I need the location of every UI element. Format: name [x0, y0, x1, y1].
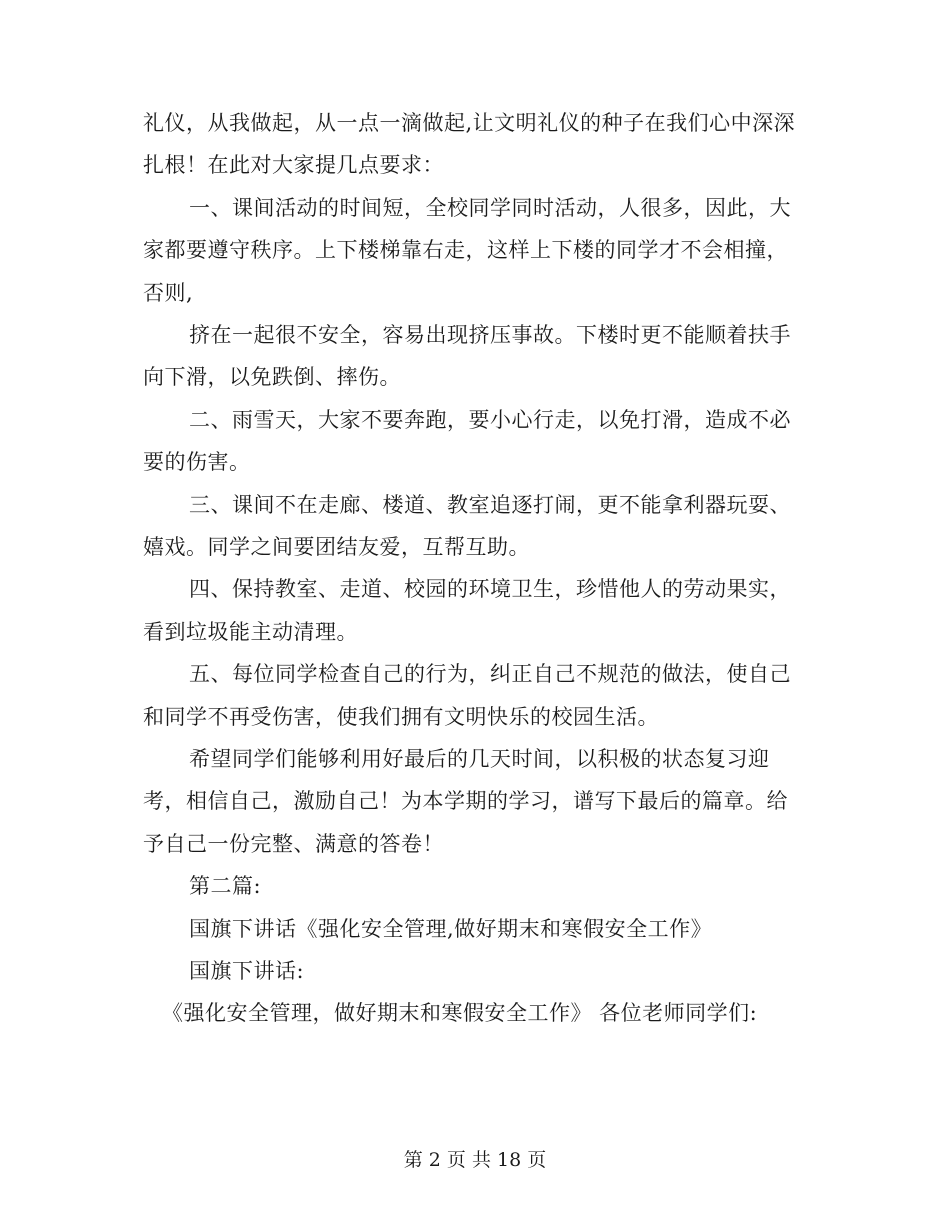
text-line: 予自己一份完整、满意的答卷！ [143, 832, 444, 856]
text-line: 向下滑，以免跌倒、摔伤。 [143, 365, 401, 389]
text-line: 四、保持教室、走道、校园的环境卫生，珍惜他人的劳动果实， [189, 577, 791, 601]
text-line: 礼仪，从我做起，从一点一滴做起,让文明礼仪的种子在我们心中深深 [143, 111, 796, 135]
text-line: 挤在一起很不安全，容易出现挤压事故。下楼时更不能顺着扶手 [189, 323, 791, 347]
text-line: 二、雨雪天，大家不要奔跑，要小心行走，以免打滑，造成不必 [189, 408, 791, 432]
speech-title: 国旗下讲话《强化安全管理,做好期末和寒假安全工作》 [189, 917, 713, 941]
text-line: 否则, [143, 281, 194, 305]
text-line: 一、课间活动的时间短，全校同学同时活动，人很多，因此，大 [189, 196, 791, 220]
text-line: 考，相信自己，激励自己！为本学期的学习，谱写下最后的篇章。给 [143, 789, 788, 813]
text-line: 希望同学们能够利用好最后的几天时间，以积极的状态复习迎 [189, 747, 770, 771]
text-line: 扎根！在此对大家提几点要求： [143, 153, 444, 177]
text-line: 要的伤害。 [143, 450, 251, 474]
text-line: 《强化安全管理，做好期末和寒假安全工作》 各位老师同学们: [162, 1001, 758, 1025]
text-line: 看到垃圾能主动清理。 [143, 620, 358, 644]
text-line: 家都要遵守秩序。上下楼梯靠右走，这样上下楼的同学才不会相撞， [143, 238, 788, 262]
text-line: 和同学不再受伤害，使我们拥有文明快乐的校园生活。 [143, 705, 659, 729]
text-line: 五、每位同学检查自己的行为，纠正自己不规范的做法，使自己 [189, 662, 791, 686]
text-line: 嬉戏。同学之间要团结友爱，互帮互助。 [143, 535, 530, 559]
text-line: 三、课间不在走廊、楼道、教室追逐打闹，更不能拿利器玩耍、 [189, 493, 791, 517]
page-number-footer: 第 2 页 共 18 页 [403, 1149, 547, 1171]
section-heading: 第二篇: [189, 874, 262, 898]
text-line: 国旗下讲话: [189, 959, 305, 983]
